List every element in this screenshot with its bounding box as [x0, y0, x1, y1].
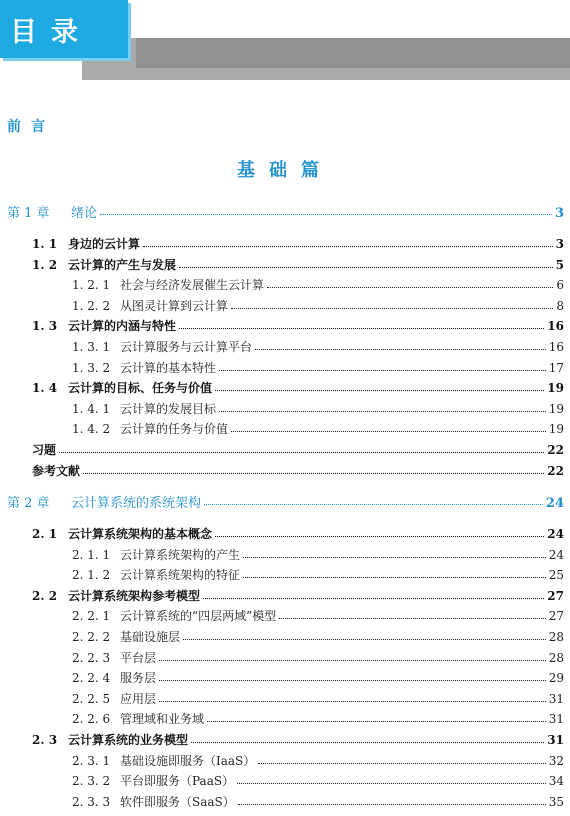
page-title: 目录	[10, 17, 92, 48]
toc-sub-number: 2. 2. 6	[72, 712, 111, 727]
toc-sub-title: 云计算系统的“四层两域”模型	[120, 609, 277, 624]
toc-sub-title: 云计算的任务与价值	[120, 422, 229, 437]
toc-misc-title: 习题	[32, 443, 57, 457]
toc-section-number: 1. 1	[32, 237, 58, 251]
toc-sub-page: 28	[548, 630, 564, 644]
toc-section-number: 2. 3	[32, 733, 58, 747]
toc-leader-dots	[191, 742, 544, 743]
toc-sub-title: 社会与经济发展催生云计算	[120, 278, 265, 293]
toc-sub-page: 29	[548, 671, 564, 686]
toc-sub-page: 8	[556, 298, 564, 313]
toc-leader-dots	[83, 473, 544, 474]
toc-sub-entry[interactable]	[72, 338, 564, 355]
toc-sub-number: 1. 4. 2	[72, 422, 111, 437]
toc-sub-entry[interactable]	[72, 359, 564, 376]
toc-sub-number: 2. 2. 4	[72, 671, 111, 686]
toc-sub-page: 31	[548, 691, 564, 706]
toc-leader-dots	[243, 577, 546, 578]
toc-leader-dots	[179, 267, 553, 268]
toc-chapter-page: 24	[545, 496, 564, 511]
toc-leader-dots	[237, 783, 546, 784]
toc-leader-dots	[143, 246, 553, 247]
toc-sub-title: 云计算系统架构的特征	[120, 568, 241, 583]
toc-leader-dots	[59, 452, 544, 453]
toc-section-page: 19	[547, 381, 564, 396]
toc-sub-page: 31	[548, 712, 564, 727]
toc-sub-entry[interactable]	[72, 649, 564, 666]
toc-leader-dots	[258, 763, 545, 764]
toc-misc-page: 22	[547, 463, 564, 478]
toc-section-title: 云计算系统架构的基本概念	[68, 527, 213, 541]
toc-sub-page: 32	[548, 753, 564, 768]
toc-misc-entry[interactable]	[32, 441, 564, 458]
toc-leader-dots	[243, 557, 546, 558]
toc-sub-number: 2. 2. 2	[72, 630, 111, 644]
toc-sub-title: 管理域和业务域	[120, 712, 205, 727]
toc-leader-dots	[204, 504, 543, 505]
toc-sub-title: 云计算服务与云计算平台	[120, 340, 253, 354]
toc-leader-dots	[159, 680, 546, 681]
toc-leader-dots	[231, 308, 553, 309]
toc-sub-page: 19	[548, 422, 564, 437]
toc-section-page: 31	[547, 733, 564, 747]
toc-sub-title: 云计算的发展目标	[120, 401, 217, 416]
toc-sub-number: 2. 2. 3	[72, 650, 111, 665]
toc-leader-dots	[219, 411, 546, 412]
part-heading: 基础篇	[237, 160, 333, 181]
toc-sub-number: 2. 3. 3	[72, 794, 111, 809]
toc-leader-dots	[219, 370, 546, 371]
toc-sub-entry[interactable]	[72, 420, 564, 437]
toc-sub-page: 6	[556, 278, 564, 293]
toc-section-number: 1. 4	[32, 381, 58, 396]
toc-sub-page: 24	[548, 547, 564, 562]
toc-sub-page: 35	[548, 794, 564, 809]
toc-sub-entry[interactable]	[72, 793, 564, 810]
toc-sub-page: 34	[548, 774, 564, 789]
toc-chapter-number: 第 2 章	[7, 496, 50, 511]
toc-sub-number: 1. 4. 1	[72, 401, 111, 416]
toc-sub-title: 服务层	[120, 671, 157, 686]
toc-sub-number: 2. 2. 5	[72, 691, 111, 706]
toc-leader-dots	[203, 598, 544, 599]
toc-leader-dots	[255, 349, 546, 350]
toc-misc-title: 参考文献	[32, 463, 81, 478]
toc-misc-entry[interactable]	[32, 462, 564, 479]
toc-section-page: 27	[547, 588, 564, 603]
toc-section-page: 5	[555, 257, 564, 272]
toc-sub-title: 从图灵计算到云计算	[120, 298, 229, 313]
toc-sub-number: 2. 3. 2	[72, 774, 111, 789]
toc-sub-page: 17	[548, 360, 564, 375]
header-title-box	[0, 0, 128, 58]
toc-section-entry[interactable]	[32, 317, 564, 334]
toc-chapter-entry[interactable]	[7, 202, 564, 221]
toc-sub-entry[interactable]	[72, 607, 564, 624]
toc-sub-page: 27	[548, 609, 564, 624]
toc-leader-dots	[215, 536, 544, 537]
toc-sub-title: 平台层	[120, 650, 157, 665]
toc-leader-dots	[215, 390, 544, 391]
toc-section-number: 1. 3	[32, 319, 58, 334]
toc-sub-number: 1. 3. 1	[72, 340, 111, 354]
toc-sub-number: 2. 3. 1	[72, 753, 111, 768]
toc-leader-dots	[159, 660, 546, 661]
toc-section-title: 云计算系统架构参考模型	[68, 588, 201, 603]
toc-sub-title: 应用层	[120, 691, 157, 706]
toc-sub-title: 云计算系统架构的产生	[120, 547, 241, 562]
toc-section-page: 16	[547, 319, 564, 334]
toc-section-title: 云计算系统的业务模型	[68, 733, 189, 747]
toc-sub-entry[interactable]	[72, 669, 564, 686]
toc-leader-dots	[179, 328, 544, 329]
toc-chapter-title: 云计算系统的系统架构	[71, 496, 202, 511]
toc-section-page: 3	[555, 237, 564, 251]
header-gray-band-top	[136, 38, 570, 68]
toc-section-entry[interactable]	[32, 379, 564, 396]
toc-chapter-title: 绪论	[71, 206, 98, 221]
toc-section-number: 2. 1	[32, 527, 58, 541]
toc-sub-page: 16	[548, 340, 564, 354]
toc-sub-number: 2. 1. 1	[72, 547, 111, 562]
toc-sub-page: 19	[548, 401, 564, 416]
toc-misc-page: 22	[547, 443, 564, 457]
toc-section-title: 云计算的产生与发展	[68, 257, 177, 272]
toc-sub-entry[interactable]	[72, 276, 564, 293]
toc-section-entry[interactable]	[32, 587, 564, 604]
toc-sub-title: 软件即服务（SaaS）	[120, 794, 235, 809]
toc-section-title: 云计算的目标、任务与价值	[68, 381, 213, 396]
toc-section-title: 身边的云计算	[68, 237, 141, 251]
toc-sub-number: 1. 3. 2	[72, 360, 111, 375]
toc-chapter-number: 第 1 章	[7, 206, 50, 221]
toc-sub-number: 2. 1. 2	[72, 568, 111, 583]
toc-sub-number: 1. 2. 2	[72, 298, 111, 313]
toc-section-page: 24	[547, 527, 564, 541]
toc-leader-dots	[267, 287, 553, 288]
toc-sub-number: 2. 2. 1	[72, 609, 111, 624]
toc-sub-entry[interactable]	[72, 752, 564, 769]
toc-sub-entry[interactable]	[72, 546, 564, 563]
toc-leader-dots	[159, 701, 546, 702]
toc-section-entry[interactable]	[32, 525, 564, 542]
toc-sub-entry[interactable]	[72, 400, 564, 417]
toc-sub-entry[interactable]	[72, 772, 564, 789]
toc-sub-number: 1. 2. 1	[72, 278, 111, 293]
toc-leader-dots	[183, 639, 546, 640]
toc-sub-entry[interactable]	[72, 628, 564, 645]
toc-leader-dots	[279, 618, 545, 619]
toc-section-entry[interactable]	[32, 731, 564, 748]
toc-sub-entry[interactable]	[72, 566, 564, 583]
toc-sub-title: 云计算的基本特性	[120, 360, 217, 375]
toc-sub-entry[interactable]	[72, 710, 564, 727]
toc-sub-title: 平台即服务（PaaS）	[120, 774, 235, 789]
toc-section-number: 2. 2	[32, 588, 58, 603]
toc-sub-page: 28	[548, 650, 564, 665]
toc-preface-link[interactable]: 前言	[7, 119, 55, 135]
toc-chapter-page: 3	[554, 206, 564, 221]
toc-sub-page: 25	[548, 568, 564, 583]
toc-section-entry[interactable]	[32, 235, 564, 252]
toc-section-entry[interactable]	[32, 256, 564, 273]
toc-leader-dots	[100, 214, 552, 215]
toc-leader-dots	[231, 431, 546, 432]
toc-sub-entry[interactable]	[72, 690, 564, 707]
toc-sub-title: 基础设施即服务（IaaS）	[120, 753, 256, 768]
toc-sub-title: 基础设施层	[120, 630, 181, 644]
toc-section-number: 1. 2	[32, 257, 58, 272]
toc-sub-entry[interactable]	[72, 297, 564, 314]
toc-leader-dots	[207, 721, 546, 722]
toc-chapter-entry[interactable]	[7, 492, 564, 511]
toc-leader-dots	[238, 804, 546, 805]
toc-section-title: 云计算的内涵与特性	[68, 319, 177, 334]
